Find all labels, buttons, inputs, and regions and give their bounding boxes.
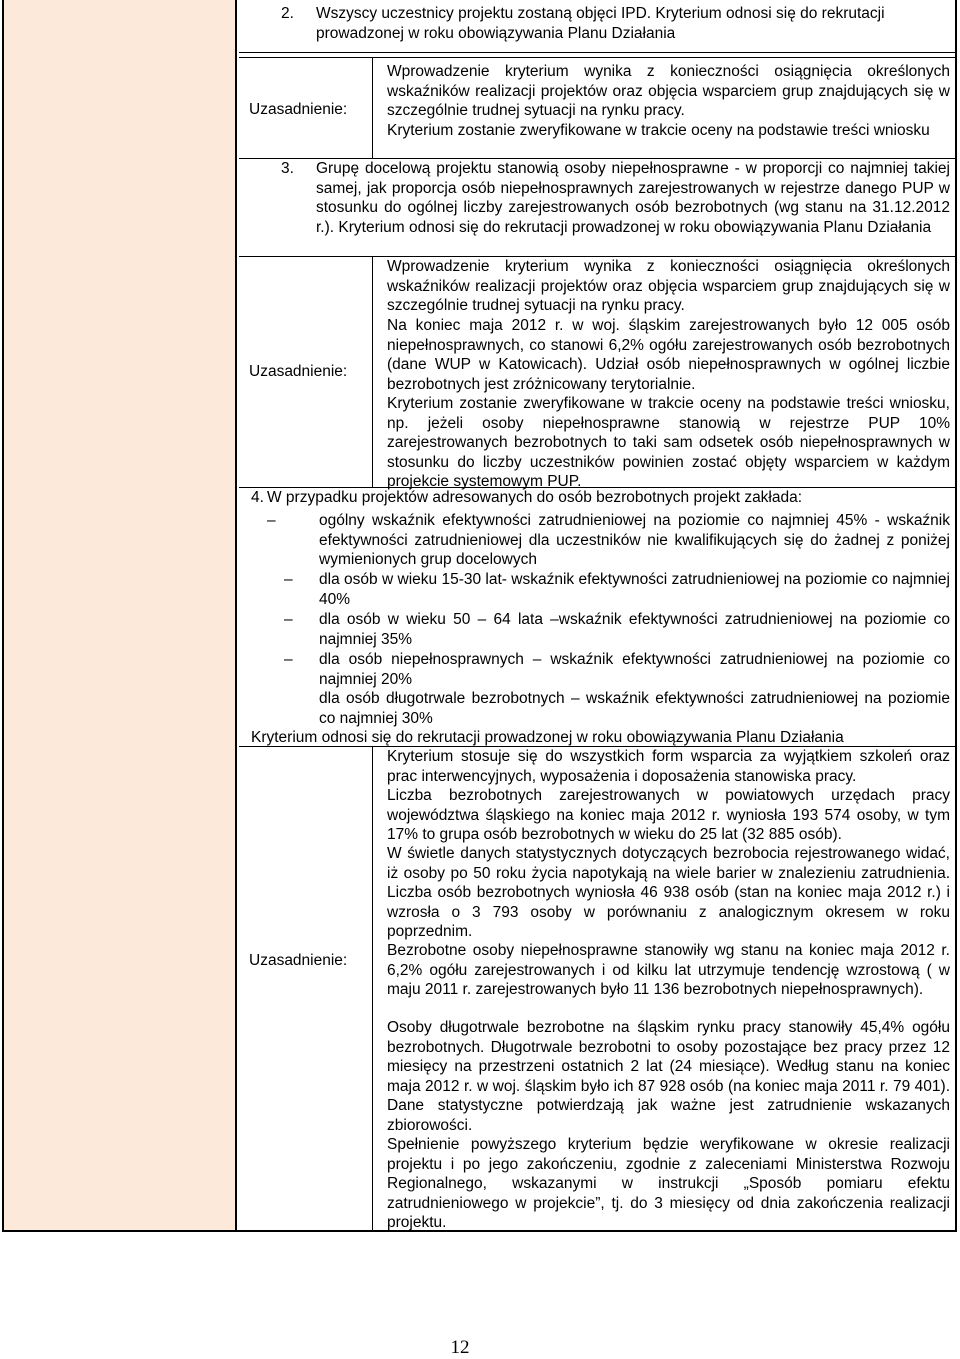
justification-paragraph: Spełnienie powyższego kryterium będzie weryfikowane w okresie realizacji projektu i po jego zakończeniu, zgodnie z zaleceniami Ministerstwa Rozwoju Regionalnego, wskazanymi w instrukcji „Sposób pomiaru efektu zatrudnieniowego w projekcie”, tj. do 3 miesięcy od dnia zakończenia realizacji projektu. (387, 1136, 950, 1232)
justification-paragraph: Wprowadzenie kryterium wynika z konieczności osiągnięcia określonych wskaźników realizacji projektów oraz objęcia wsparciem grup znajdujących się w szczególnie trudnej sytuacji na rynku pracy. (387, 258, 950, 315)
item-4-number: 4. (251, 489, 264, 506)
bullet-dash: – (284, 651, 293, 668)
left-column (4, 0, 237, 1230)
bullet-dash: – (284, 571, 293, 588)
justification-paragraph: Liczba bezrobotnych zarejestrowanych w powiatowych urzędach pracy województwa śląskiego na koniec maja 2012 r. wyniosła 193 574 osoby, w tym 17% to grupa osób bezrobotnych w wieku do 25 lat (32 885 osób). (387, 787, 950, 844)
justification-paragraph: Kryterium zostanie zweryfikowane w trakcie oceny na podstawie treści wniosku (387, 122, 930, 139)
divider (372, 746, 373, 1232)
divider (372, 57, 373, 158)
justification-paragraph: Bezrobotne osoby niepełnosprawne stanowiły wg stanu na koniec maja 2012 r. 6,2% ogółu zarejestrowanych i od kilku lat utrzymuje tendencję wzrostową ( w maju 2011 r. zarejestrowanych było 11 136 bezrobotnych niepełnosprawnych). (387, 942, 950, 999)
bullet-dash: – (267, 512, 276, 529)
criterion-bullet: dla osób długotrwale bezrobotnych – wskaźnik efektywności zatrudnieniowej na poziomie co najmniej 30% (319, 690, 950, 727)
item-2-text: Wszyscy uczestnicy projektu zostaną objęci IPD. Kryterium odnosi się do rekrutacji prowadzonej w roku obowiązywania Planu Działania (316, 5, 885, 42)
justification-paragraph: Na koniec maja 2012 r. w woj. śląskim zarejestrowanych było 12 005 osób niepełnosprawnych, co stanowi 6,2% ogółu zarejestrowanych osób bezrobotnych (dane WUP w Katowicach). Udział osób niepełnosprawnych w ogólnej liczbie bezrobotnych jest zróżnicowany terytorialnie. (387, 317, 950, 393)
justification-label: Uzasadnienie: (249, 363, 348, 380)
justification-paragraph: Kryterium zostanie zweryfikowane w trakcie oceny na podstawie treści wniosku, np. jeżeli osoby niepełnosprawne stanowią w rejestrze PUP 10% zarejestrowanych bezrobotnych to taki sam odsetek osób niepełnosprawnych w stosunku do liczby uczestników powinien zostać objęty wsparciem w każdym projekcie systemowym PUP. (387, 395, 950, 491)
item-4-closing: Kryterium odnosi się do rekrutacji prowadzonej w roku obowiązywania Planu Działania (251, 729, 844, 746)
justification-label: Uzasadnienie: (249, 101, 348, 118)
justification-paragraph: Osoby długotrwale bezrobotne na śląskim rynku pracy stanowiły 45,4% ogółu bezrobotnych. Długotrwale bezrobotni to osoby pozostające bez pracy przez 12 miesięcy na przestrzeni ostatnich 2 lat (24 miesiące). Według stanu na koniec maja 2012 r. w woj. śląskim było ich 87 928 osób (na koniec maja 2011 r. 79 401). Dane statystyczne potwierdzają jak ważne jest zatrudnienie wskazanych zbiorowości. (387, 1019, 950, 1134)
justification-paragraph: W świetle danych statystycznych dotyczących bezrobocia rejestrowanego widać, iż osoby po 50 roku życia napotykają na wiele barier w znalezieniu zatrudnienia. Liczba osób bezrobotnych wyniosła 46 938 osób (stan na koniec maja 2012 r.) i wzrosła o 3 793 osoby w porównaniu z analogicznym okresem w roku poprzednim. (387, 845, 950, 941)
criteria-content (239, 0, 955, 1230)
item-4-intro: W przypadku projektów adresowanych do osób bezrobotnych projekt zakłada: (267, 489, 803, 506)
justification-paragraph: Kryterium stosuje się do wszystkich form wsparcia za wyjątkiem szkoleń oraz prac interwencyjnych, wyposażenia i doposażenia stanowiska pracy. (387, 748, 950, 785)
divider (372, 256, 373, 487)
page-number: 12 (450, 1337, 470, 1358)
item-3-text: Grupę docelową projektu stanowią osoby niepełnosprawne - w proporcji co najmniej takiej samej, jak proporcja osób niepełnosprawnych zarejestrowanych w rejestrze danego PUP w stosunku do ogólnej liczby zarejestrowanych osób bezrobotnych (wg stanu na 31.12.2012 r.). Kryterium odnosi się do rekrutacji prowadzonej w roku obowiązywania Planu Działania (316, 160, 950, 236)
item-2-number: 2. (281, 5, 294, 22)
justification-label: Uzasadnienie: (249, 952, 348, 969)
criterion-bullet: dla osób w wieku 15-30 lat- wskaźnik efektywności zatrudnieniowej na poziomie co najmniej 40% (319, 571, 950, 608)
justification-paragraph: Wprowadzenie kryterium wynika z konieczności osiągnięcia określonych wskaźników realizacji projektów oraz objęcia wsparciem grup znajdujących się w szczególnie trudnej sytuacji na rynku pracy. (387, 63, 950, 120)
criterion-bullet: dla osób w wieku 50 – 64 lata –wskaźnik efektywności zatrudnieniowej na poziomie co najmniej 35% (319, 611, 950, 648)
divider (239, 57, 955, 58)
criteria-table (2, 0, 957, 1232)
divider (239, 52, 955, 53)
criterion-bullet: ogólny wskaźnik efektywności zatrudnieniowej na poziomie co najmniej 45% - wskaźnik efektywności zatrudnieniowej dla uczestników nie kwalifikujących się do żadnej z poniżej wymienionych grup docelowych (319, 512, 950, 569)
criterion-bullet: dla osób niepełnosprawnych – wskaźnik efektywności zatrudnieniowej na poziomie co najmniej 20% (319, 651, 950, 688)
item-3-number: 3. (281, 160, 294, 177)
bullet-dash: – (284, 611, 293, 628)
